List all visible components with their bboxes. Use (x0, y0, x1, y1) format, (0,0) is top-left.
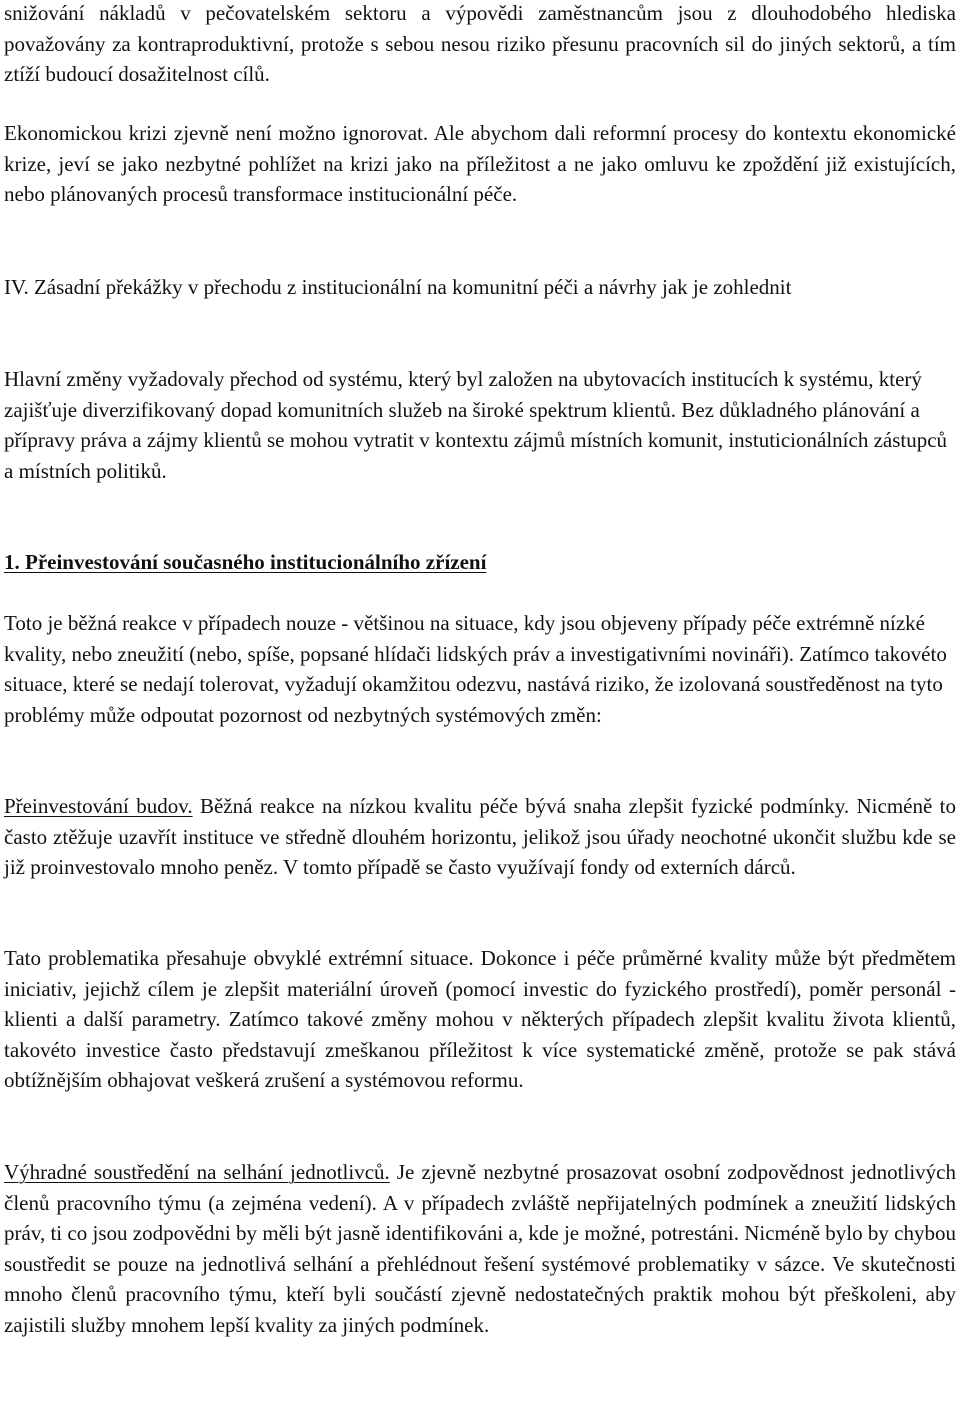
subheading-overinvestment: 1. Přeinvestování současného institucionálního zřízení (4, 550, 487, 574)
paragraph-economic-crisis: Ekonomickou krizi zjevně není možno ignorovat. Ale abychom dali reformní procesy do kontextu ekonomické krize, jeví se jako nezbytné pohlížet na krizi jako na příležitost a ne jako omluvu ke zpoždění již existujících, nebo plánovaných procesů transformace institucionální péče. (4, 121, 956, 207)
section-heading-iv: IV. Zásadní překážky v přechodu z institucionální na komunitní péči a návrhy jak je zohlednit (4, 275, 792, 299)
paragraph-building-overinvestment (4, 791, 956, 883)
label-individual-failures: Výhradné soustředění na selhání jednotlivců. (4, 1160, 390, 1184)
paragraph-intro: snižování nákladů v pečovatelském sektoru a výpovědi zaměstnancům jsou z dlouhodobého hlediska považovány za kontraproduktivní, protože s sebou nesou riziko přesunu pracovních sil do jiných sektorů, a tím ztíží budoucí dosažitelnost cílů. (4, 1, 956, 87)
paragraph-individual-failures (4, 1157, 956, 1341)
paragraph-main-changes: Hlavní změny vyžadovaly přechod od systému, který byl založen na ubytovacích institucích k systému, který zajišťuje diverzifikovaný dopad komunitních služeb na široké spektrum klientů. Bez důkladného plánování a přípravy práva a zájmy klientů se mohou vytratit v kontextu zájmů místních komunit, instuticionálních zástupců a místních politiků. (4, 367, 948, 483)
text-individual-failures: Je zjevně nezbytné prosazovat osobní zodpovědnost jednotlivých členů pracovního týmu (a zejména vedení). A v případech zvláště nepřijatelných podmínek a zneužití lidských práv, ti co jsou zodpovědni by měli být jasně identifikováni a, kde je možné, potrestáni. Nicméně bylo by chybou soustředit se pouze na jednotlivá selhání a přehlédnout řešení systémové problematiky v sázce. Ve skutečnosti mnoho členů pracovního týmu, kteří byli součástí zjevně nedostatečných praktik mohou být přeškoleni, aby zajistili služby mnohem lepší kvality za jiných podmínek. (4, 1160, 957, 1337)
label-building-overinvestment: Přeinvestování budov. (4, 794, 193, 818)
text-building-overinvestment: Běžná reakce na nízkou kvalitu péče bývá snaha zlepšit fyzické podmínky. Nicméně to často ztěžuje uzavřít instituce ve středně dlouhém horizontu, jelikož jsou úřady neochotné ukončit službu kde se již proinvestovalo mnoho peněz. V tomto případě se často využívají fondy od externích dárců. (4, 794, 957, 880)
paragraph-beyond-extremes: Tato problematika přesahuje obvyklé extrémní situace. Dokonce i péče průměrné kvality může být předmětem iniciativ, jejichž cílem je zlepšit materiální úroveň (pomocí investic do fyzického prostředí), poměr personál - klienti a další parametry. Zatímco takové změny mohou v některých případech zlepšit kvalitu života klientů, takovéto investice často představují zmeškanou příležitost k více systematické změně, protože se pak stává obtížnějším obhajovat veškerá zrušení a systémovou reformu. (4, 946, 956, 1093)
paragraph-emergency-reaction: Toto je běžná reakce v případech nouze - většinou na situace, kdy jsou objeveny případy péče extrémně nízké kvality, nebo zneužití (nebo, spíše, popsané hlídači lidských práv a investigativními novináři). Zatímco takovéto situace, které se nedají tolerovat, vyžadují okamžitou odezvu, nastává riziko, že izolovaná soustředěnost na tyto problémy může odpoutat pozornost od nezbytných systémových změn: (4, 611, 947, 727)
